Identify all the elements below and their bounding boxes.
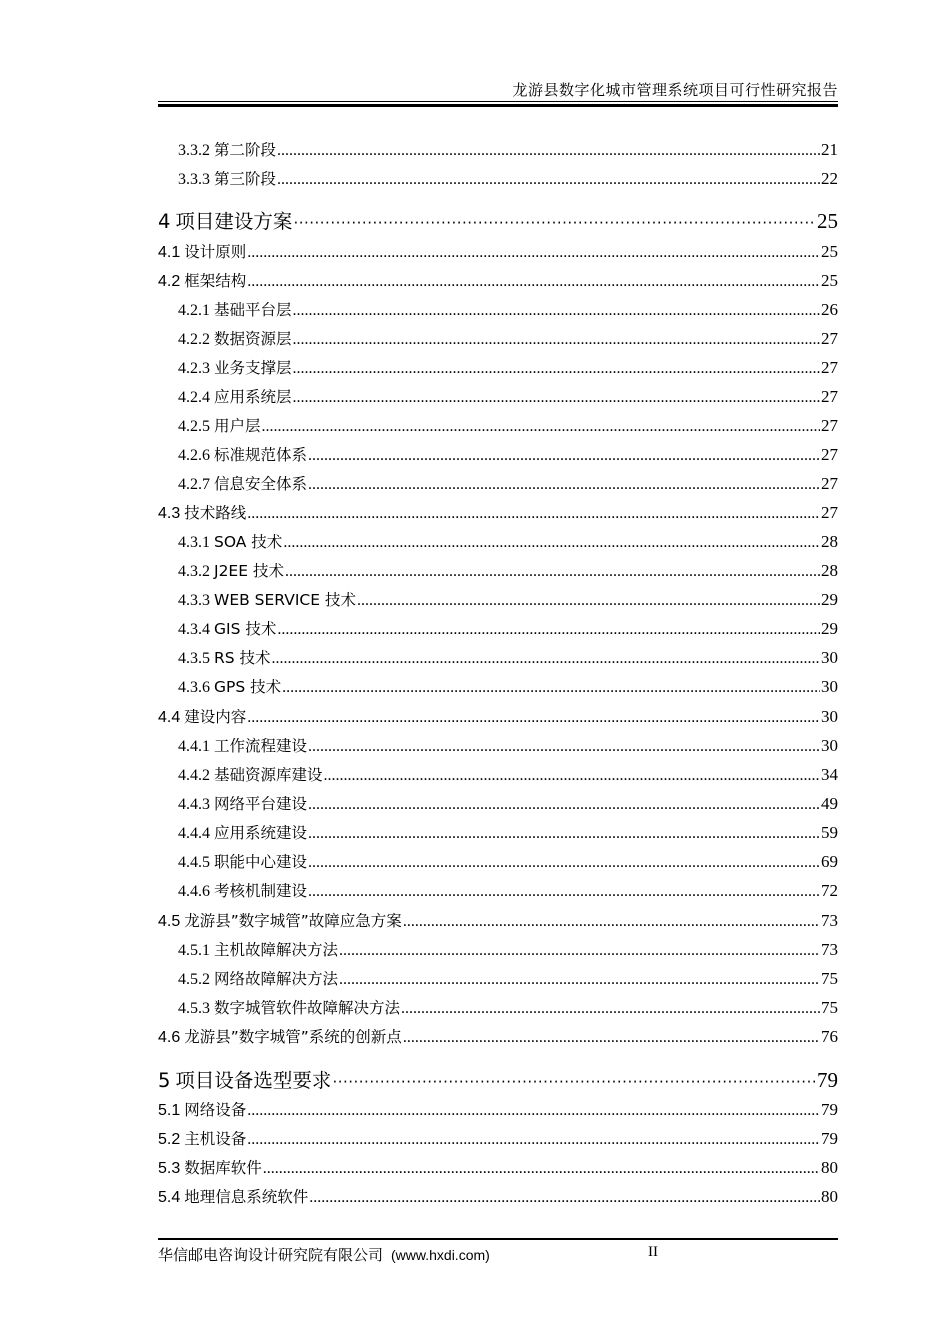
toc-entry-number: 4.2.5 [178, 418, 210, 435]
toc-dot-leader [293, 360, 820, 378]
toc-entry-title [178, 967, 338, 989]
toc-entry-text: 第三阶段 [214, 170, 277, 188]
toc-entry-number: 5.4 [158, 1189, 181, 1206]
toc-entry-title [178, 996, 400, 1018]
toc-entry-text: 数字城管软件故障解决方法 [214, 999, 401, 1017]
toc-entry-page: 27 [821, 329, 838, 348]
toc-entry-page: 80 [821, 1187, 838, 1206]
toc-entry-number: 4.3.6 [178, 679, 210, 696]
toc-entry[interactable] [158, 138, 838, 160]
toc-dot-leader [283, 534, 820, 552]
toc-dot-leader [247, 273, 820, 291]
toc-entry[interactable] [158, 501, 838, 523]
toc-entry[interactable] [158, 1065, 838, 1093]
toc-entry-page: 25 [821, 271, 838, 290]
toc-entry-page: 59 [821, 823, 838, 842]
toc-dot-leader [339, 942, 820, 960]
toc-entry-number: 4.6 [158, 1029, 181, 1046]
toc-dot-leader [247, 505, 820, 523]
toc-entry-number: 4.4 [158, 709, 181, 726]
toc-entry-title [178, 617, 276, 639]
toc-entry-text: 网络故障解决方法 [214, 970, 339, 988]
toc-entry-page: 30 [821, 707, 838, 726]
toc-entry-number: 4.5.2 [178, 971, 210, 988]
toc-entry-text: 网络设备 [184, 1101, 247, 1119]
toc-entry-number: 4.4.2 [178, 767, 210, 784]
toc-entry-text: 龙游县”数字城管”故障应急方案 [184, 912, 402, 930]
toc-entry-number: 4.4.1 [178, 738, 210, 755]
toc-dot-leader [308, 825, 820, 843]
toc-entry-title [178, 588, 356, 610]
toc-dot-leader [324, 767, 820, 785]
toc-entry[interactable] [158, 240, 838, 262]
toc-entry-page: 29 [821, 590, 838, 609]
toc-dot-leader [403, 913, 820, 931]
toc-entry-number: 4.4.3 [178, 796, 210, 813]
footer-page-number: II [648, 1244, 658, 1260]
toc-entry[interactable] [158, 617, 838, 639]
toc-entry-title [158, 206, 292, 234]
footer-company [158, 1244, 490, 1265]
toc-entry-page: 69 [821, 852, 838, 871]
toc-entry[interactable] [158, 938, 838, 960]
toc-dot-leader [308, 476, 820, 494]
toc-entry[interactable] [158, 385, 838, 407]
toc-dot-leader [308, 447, 820, 465]
toc-entry-number: 4.3.4 [178, 621, 210, 638]
toc-entry-title [158, 909, 402, 931]
toc-entry-text: 地理信息系统软件 [184, 1188, 309, 1206]
toc-entry-title [178, 850, 307, 872]
toc-dot-leader [293, 302, 820, 320]
toc-entry-number: 4.3.2 [178, 563, 210, 580]
toc-dot-leader [247, 1131, 820, 1149]
toc-entry-title [158, 1127, 246, 1149]
footer-rule [158, 1238, 838, 1240]
toc-entry-title [158, 1156, 262, 1178]
toc-entry[interactable] [158, 1127, 838, 1149]
toc-entry-title [178, 414, 261, 436]
toc-entry-number: 4.2.6 [178, 447, 210, 464]
toc-dot-leader [293, 331, 820, 349]
toc-entry-page: 79 [821, 1100, 838, 1119]
toc-dot-leader [247, 244, 820, 262]
toc-dot-leader [247, 1102, 820, 1120]
toc-entry-page: 25 [821, 242, 838, 261]
toc-entry[interactable] [158, 472, 838, 494]
toc-entry-title [158, 1025, 402, 1047]
toc-entry-text: RS 技术 [214, 649, 271, 667]
toc-entry-number: 4.5.3 [178, 1000, 210, 1017]
toc-entry[interactable] [158, 206, 838, 234]
toc-entry-number: 5.2 [158, 1131, 181, 1148]
toc-entry-page: 72 [821, 881, 838, 900]
toc-entry-page: 27 [821, 445, 838, 464]
toc-entry-title [158, 240, 246, 262]
toc-entry-text: GPS 技术 [214, 678, 282, 696]
toc-entry-number: 3.3.3 [178, 171, 210, 188]
toc-entry[interactable] [158, 705, 838, 727]
toc-dot-leader [285, 563, 820, 581]
toc-entry-number: 4.3.5 [178, 650, 210, 667]
toc-dot-leader [308, 738, 820, 756]
toc-dot-leader [308, 854, 820, 872]
toc-entry-title [178, 356, 292, 378]
toc-entry-number: 4.4.5 [178, 854, 210, 871]
footer-url: (www.hxdi.com) [391, 1247, 490, 1263]
toc-entry-title [158, 1098, 246, 1120]
toc-entry[interactable] [158, 996, 838, 1018]
toc-entry-number: 4.4.4 [178, 825, 210, 842]
toc-entry-text: 标准规范体系 [214, 446, 308, 464]
toc-dot-leader [262, 418, 820, 436]
toc-entry-page: 27 [821, 387, 838, 406]
toc-dot-leader [309, 1189, 820, 1207]
toc-entry[interactable] [158, 646, 838, 668]
toc-entry-page: 79 [817, 1068, 838, 1092]
toc-entry-page: 28 [821, 532, 838, 551]
toc-entry-page: 73 [821, 940, 838, 959]
toc-entry-text: 框架结构 [184, 272, 247, 290]
toc-entry-title [178, 675, 281, 697]
toc-entry-page: 80 [821, 1158, 838, 1177]
toc-entry[interactable] [158, 1156, 838, 1178]
toc-entry-text: 技术路线 [184, 504, 247, 522]
toc-entry-number: 3.3.2 [178, 142, 210, 159]
toc-entry[interactable] [158, 792, 838, 814]
toc-dot-leader [308, 883, 820, 901]
toc-entry-page: 75 [821, 969, 838, 988]
toc-entry[interactable] [158, 1025, 838, 1047]
toc-entry-page: 30 [821, 648, 838, 667]
toc-dot-leader [403, 1029, 820, 1047]
toc-entry-title [178, 472, 307, 494]
running-header-title: 龙游县数字化城市管理系统项目可行性研究报告 [512, 81, 838, 99]
toc-entry[interactable] [158, 530, 838, 552]
toc-entry[interactable] [158, 588, 838, 610]
toc-entry-page: 49 [821, 794, 838, 813]
toc-entry-page: 30 [821, 736, 838, 755]
toc-entry-number: 4.3.1 [178, 534, 210, 551]
toc-entry[interactable] [158, 850, 838, 872]
toc-entry-text: GIS 技术 [214, 620, 277, 638]
toc-entry[interactable] [158, 1098, 838, 1120]
toc-entry[interactable] [158, 269, 838, 291]
toc-entry[interactable] [158, 967, 838, 989]
toc-dot-leader [332, 1070, 816, 1093]
toc-dot-leader [339, 971, 820, 989]
toc-entry[interactable] [158, 909, 838, 931]
toc-entry-number: 4.2.2 [178, 331, 210, 348]
toc-entry-title [158, 705, 246, 727]
toc-entry-text: 建设内容 [184, 708, 247, 726]
toc-entry-text: 考核机制建设 [214, 882, 308, 900]
toc-entry-text: 基础平台层 [214, 301, 292, 319]
toc-entry-page: 27 [821, 474, 838, 493]
toc-entry-page: 73 [821, 911, 838, 930]
header-rule [158, 101, 838, 102]
toc-entry[interactable] [158, 443, 838, 465]
toc-dot-leader [308, 796, 820, 814]
header-rule-thick [158, 104, 838, 107]
toc-entry-text: SOA 技术 [214, 533, 283, 551]
toc-entry-text: 网络平台建设 [214, 795, 308, 813]
toc-entry-text: 数据库软件 [184, 1159, 262, 1177]
toc-entry-number: 4.2.4 [178, 389, 210, 406]
toc-entry-text: 项目建设方案 [175, 210, 293, 233]
toc-entry-page: 79 [821, 1129, 838, 1148]
toc-entry-page: 27 [821, 503, 838, 522]
toc-dot-leader [293, 389, 820, 407]
toc-entry-title [178, 879, 307, 901]
toc-entry-text: J2EE 技术 [214, 562, 284, 580]
toc-entry-page: 22 [821, 169, 838, 188]
toc-dot-leader [247, 709, 820, 727]
toc-entry-number: 4.2.1 [178, 302, 210, 319]
toc-entry-page: 30 [821, 677, 838, 696]
toc-dot-leader [357, 592, 820, 610]
toc-entry-title [178, 530, 282, 552]
toc-entry-title [158, 269, 246, 291]
toc-entry[interactable] [158, 734, 838, 756]
toc-entry[interactable] [158, 327, 838, 349]
toc-entry-number: 4.5.1 [178, 942, 210, 959]
toc-entry-title [178, 327, 292, 349]
toc-entry-text: 项目设备选型要求 [175, 1069, 332, 1092]
toc-entry[interactable] [158, 298, 838, 320]
toc-entry[interactable] [158, 763, 838, 785]
toc-entry-number: 4.4.6 [178, 883, 210, 900]
toc-entry-text: 数据资源层 [214, 330, 292, 348]
toc-entry-title [178, 792, 307, 814]
toc-entry-title [178, 821, 307, 843]
toc-dot-leader [293, 211, 816, 234]
toc-entry[interactable] [158, 821, 838, 843]
toc-entry[interactable] [158, 675, 838, 697]
toc-entry-text: 主机设备 [184, 1130, 247, 1148]
toc-entry-title [178, 734, 307, 756]
toc-entry-number: 4.3 [158, 505, 181, 522]
toc-entry[interactable] [158, 879, 838, 901]
toc-entry-text: 应用系统层 [214, 388, 292, 406]
toc-entry-title [158, 501, 246, 523]
toc-entry-title [178, 167, 276, 189]
toc-entry-text: 第二阶段 [214, 141, 277, 159]
toc-entry-title [178, 443, 307, 465]
toc-entry[interactable] [158, 559, 838, 581]
toc-entry-title [178, 559, 284, 581]
toc-dot-leader [401, 1000, 820, 1018]
toc-entry-number: 4.1 [158, 244, 181, 261]
toc-dot-leader [282, 679, 820, 697]
toc-entry-number: 4.2.7 [178, 476, 210, 493]
toc-entry-page: 76 [821, 1027, 838, 1046]
toc-entry-number: 5 [158, 1069, 171, 1092]
toc-entry-text: 用户层 [214, 417, 261, 435]
toc-entry-text: 业务支撑层 [214, 359, 292, 377]
toc-entry-text: 设计原则 [184, 243, 247, 261]
toc-dot-leader [263, 1160, 820, 1178]
toc-entry[interactable] [158, 167, 838, 189]
toc-dot-leader [277, 171, 820, 189]
toc-dot-leader [277, 142, 820, 160]
toc-entry-page: 75 [821, 998, 838, 1017]
toc-entry-number: 5.3 [158, 1160, 181, 1177]
toc-dot-leader [277, 621, 820, 639]
toc-entry-text: 应用系统建设 [214, 824, 308, 842]
toc-entry-title [178, 646, 271, 668]
toc-entry-page: 25 [817, 209, 838, 233]
toc-entry[interactable] [158, 414, 838, 436]
toc-entry-number: 5.1 [158, 1102, 181, 1119]
toc-dot-leader [272, 650, 820, 668]
toc-entry-page: 28 [821, 561, 838, 580]
toc-entry-page: 27 [821, 416, 838, 435]
toc-entry-title [178, 138, 276, 160]
toc-entry-number: 4.5 [158, 913, 181, 930]
toc-entry-number: 4.2 [158, 273, 181, 290]
toc-entry-text: 职能中心建设 [214, 853, 308, 871]
toc-entry-number: 4 [158, 210, 171, 233]
toc-entry-number: 4.3.3 [178, 592, 210, 609]
toc-entry-page: 26 [821, 300, 838, 319]
toc-entry-number: 4.2.3 [178, 360, 210, 377]
toc-entry-page: 27 [821, 358, 838, 377]
toc-entry-page: 29 [821, 619, 838, 638]
toc-entry-text: WEB SERVICE 技术 [214, 591, 356, 609]
toc-entry[interactable] [158, 1185, 838, 1207]
footer-company-name: 华信邮电咨询设计研究院有限公司 [158, 1246, 384, 1264]
toc-entry-text: 主机故障解决方法 [214, 941, 339, 959]
toc-entry-title [158, 1065, 331, 1093]
toc-entry-text: 基础资源库建设 [214, 766, 323, 784]
toc-entry-title [178, 938, 338, 960]
toc-entry-title [158, 1185, 308, 1207]
toc-entry-title [178, 385, 292, 407]
toc-entry-text: 信息安全体系 [214, 475, 308, 493]
toc-entry-page: 34 [821, 765, 838, 784]
toc-entry[interactable] [158, 356, 838, 378]
toc-entry-text: 工作流程建设 [214, 737, 308, 755]
toc-entry-title [178, 763, 323, 785]
toc-entry-title [178, 298, 292, 320]
toc-entry-page: 21 [821, 140, 838, 159]
toc-entry-text: 龙游县”数字城管”系统的创新点 [184, 1028, 402, 1046]
